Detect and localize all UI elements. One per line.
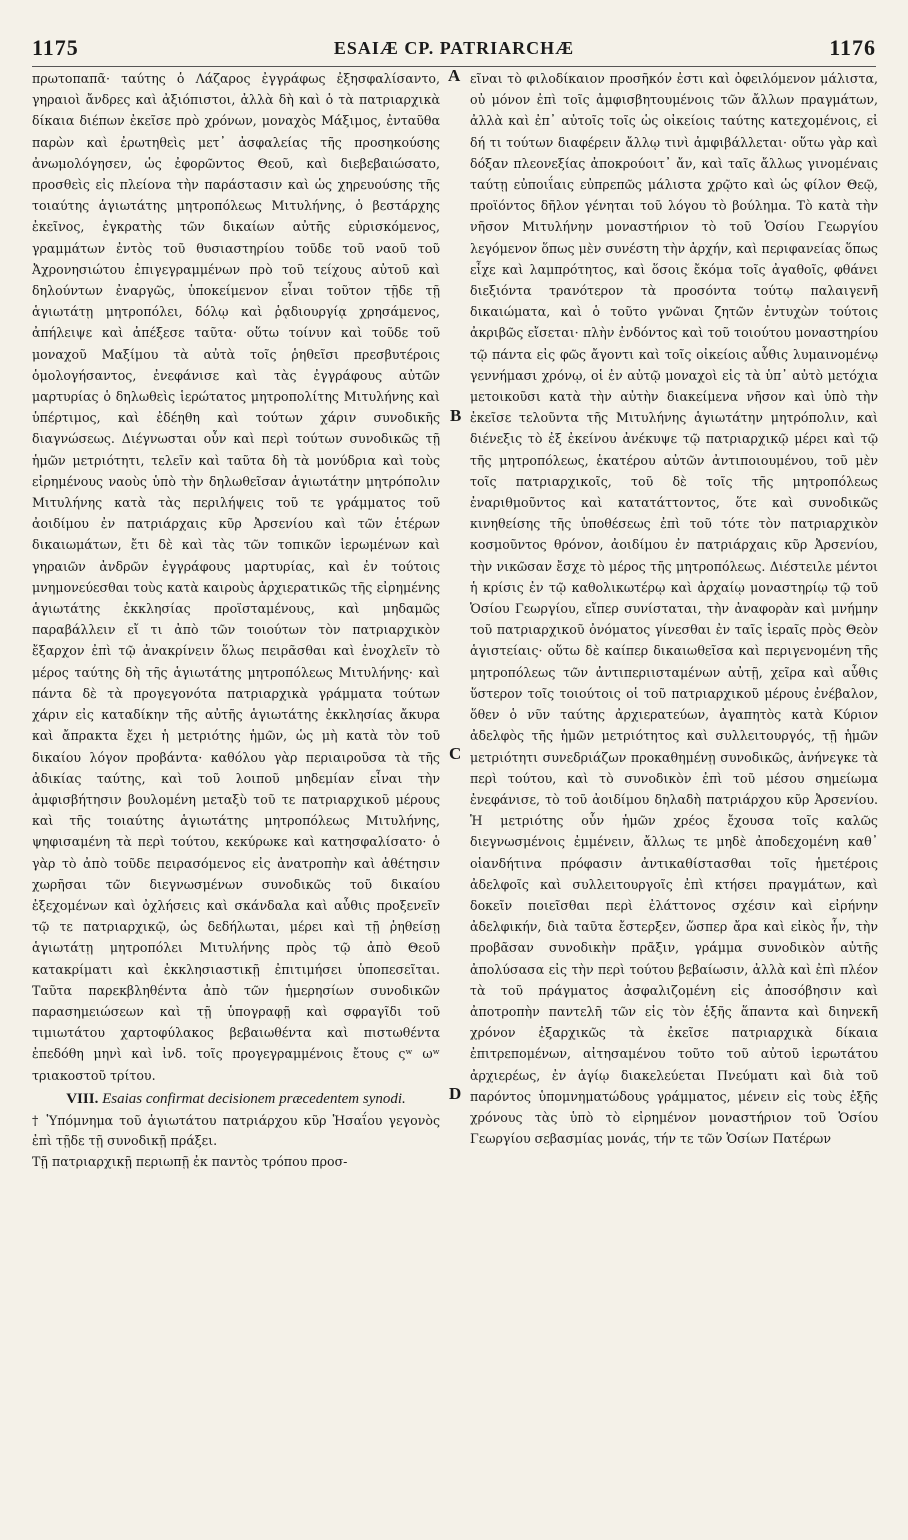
- page-number-right: 1176: [829, 35, 876, 60]
- section-title: Esaias confirmat decisionem præcedentem synodi.: [102, 1090, 406, 1107]
- margin-marker-d: D: [449, 1084, 462, 1103]
- section-continuation: Τῇ πατριαρχικῇ περιωπῇ ἐκ παντὸς τρόπου προσ-: [32, 1153, 348, 1169]
- section-heading: [32, 1090, 440, 1109]
- section-note: † Ὑπόμνημα τοῦ ἁγιωτάτου πατριάρχου κῦρ Ἡσαΐου γεγονὸς ἐπὶ τῇδε τῇ συνοδικῇ πράξει.: [32, 1112, 440, 1148]
- left-column: [32, 68, 440, 1172]
- right-column: [470, 68, 878, 1149]
- section-number: VIII.: [66, 1090, 99, 1107]
- running-title: ESAIÆ CP. PATRIARCHÆ: [333, 37, 575, 58]
- page-number-left: 1175: [32, 35, 79, 60]
- margin-marker-c: C: [449, 744, 462, 763]
- page-header: [32, 30, 876, 67]
- margin-marker-b: B: [450, 406, 462, 425]
- right-column-text: εῖναι τὸ φιλοδίκαιον προσῆκόν ἐστι καὶ ὀφειλόμενον μάλιστα, οὐ μόνον ἐπὶ τοῖς ἀμφισβητουμένοις τῶν ἄλλων πραγμάτων, ἀλλὰ καὶ ἐπ᾽ αὐτοῖς τοῖς ὡς οἰκείοις ταύτης κατεχομένοις, εἰ δή τι τούτων διαφέρειν ἄλλῳ τινὶ ἀμφιβάλλεται· οὕτω γὰρ καὶ δόξαν πλεονεξίας ἀποκρούοιτ᾽ ἄν, καὶ ταῖς ἄλλως γινομέναις ταύτῃ εὐποιΐαις εὐπρεπῶς μάλιστα χρῷτο καὶ ὡς φίλον Θεῷ, προϊόντος δῆλον γένηται τοῦ λόγου τὸ βούλημα. Τὸ κατὰ τὴν νῆσον Μιτυλήνην μοναστήριον τὸ τοῦ Ὁσίου Γεωργίου λεγόμενον ὅπως μὲν συνέστη τὴν ἀρχήν, καὶ περιφανείας ὅπως εἶχε καὶ λαμπρότητος, καὶ ὅσοις ἔκόμα τοῖς ἀγαθοῖς, φθάνει διεξιόντα τρανότερον τὰ προσόντα τούτῳ παλαιγενῆ δικαιώματα, καὶ ὁ τοῦτο γνῶναι ζητῶν ἐντυχὼν τούτοις ἀκριβῶς εἴσεται· πλὴν ἐνδόντος καὶ τοῦ τοιούτου μοναστηρίου τῷ πάντα εἰς φῶς ἄγοντι καὶ τοῖς οἰκείοις αὖθις λυμαινομένῳ γεννήμασι χρόνῳ, οἱ ἐν αὐτῷ μοναχοὶ εἰς τὰ ὑπ᾽ αὐτὸ μετόχια μετοικοῦσι κατὰ τὴν αὐτὴν διακείμενα νῆσον καὶ ὑπὸ τὴν ἐκεῖσε τελοῦντα τῆς Μιτυλήνης ἁγιωτάτην μητρόπολιν, καὶ διένεξις τὸ ἐξ ἐκείνου ἀνέκυψε τῷ πατριαρχικῷ μέρει καὶ τῷ τῆς μητροπόλεως, ἑκατέρου αὐτῶν ἀντιποιουμένου, τοῦ μὲν τοῖς πατριαρχικοῖς, τοῦ δὲ τοῖς τῆς μητροπόλεως ἐναριθμοῦντος καὶ κατατάττοντος, ὅτε καὶ συνοδικῶς κινηθείσης τῆς ὑποθέσεως ἐπὶ τοῦ τότε τὸν πατριαρχικὸν κοσμοῦντος θρόνον, ἀοιδίμου ἐν πατριάρχαις κῦρ Ἀρσενίου, τὴν νικῶσαν ἔσχε τὸ μέρος τῆς μητροπόλεως. Διέστειλε μέντοι ἡ κρίσις ἐν τῷ καθολικωτέρῳ καὶ ἀρχαίῳ μοναστηρίῳ τῷ τοῦ Ὁσίου Γεωργίου, εἴπερ συνίσταται, τὴν ἀναφορὰν καὶ μνήμην τοῦ πατριαρχικοῦ ὀνόματος γίνεσθαι ἐν ταῖς ἱεραῖς πρὸς Θεὸν ἁγιστείαις· οὕτω δὲ καίπερ δικαιωθεῖσα καὶ περιγενομένη τῆς μητροπόλεως τῶν ἀντιπεριισταμένων αὐτῇ, χεῖρα καὶ αὖθις ὕστερον τοῖς τοιούτοις οἱ τοῦ πατριαρχικοῦ μέρους ἐνέβαλον, ὅθεν ὁ νῦν ταύτης ἀρχιερατεύων, ἀγαπητὸς κατὰ Κύριον ἀδελφὸς τῆς ἡμῶν μετριότητος καὶ συλλειτουργός, τῇ ἡμῶν μετριότητι συνεδριάζων προκαθημένῃ συνοδικῶς, ἀνήνεγκε τὰ περὶ τούτου, καὶ τὸ συνοδικὸν ἐπὶ τοῦ μέσου σημείωμα ἐνεφάνισε, τὸ τοῦ ἀοιδίμου δηλαδὴ πατριάρχου κῦρ Ἀρσενίου. Ἡ μετριότης οὖν ἡμῶν χρέος ἔχουσα τοῖς καλῶς διεγνωσμένοις ἐμμένειν, ἄλλως τε μηδὲ ἀποδεχομένη καθ᾽ οἱανδήτινα πρόφασιν ἀντικαθίστασθαι τοῖς ἡμετέροις ἀδελφοῖς καὶ συλλειτουργοῖς ἐπὶ κτήσει πραγμάτων, καὶ δοκεῖν ποιεῖσθαι περὶ ἐλάττονος σχέσιν καὶ εἰρήνην ἀδελφικήν, διὰ ταῦτα ἔστερξεν, ὥσπερ ἄρα καὶ εἰκὸς ἦν, τὴν προβᾶσαν συνοδικὴν πρᾶξιν, γράμμα συνοδικὸν αὐτῆς ἀπολύσασα εἰς τὴν περὶ τούτου βεβαίωσιν, ἀλλὰ καὶ ἐπὶ πλέον τὰ τοῦ πράγματος ἀσφαλιζομένη εἰς ἀποσόβησιν καὶ ἀποτροπὴν παντελῆ τῶν εἰς τὸν ἑξῆς ἅπαντα καὶ διηνεκῆ χρόνον ἐξαρχικῶς τὰ ἐκεῖσε πατριαρχικὰ δίκαια ἐπιτρεπομένων, αἰτησαμένου τοῦτο τοῦ αὐτοῦ ἱερωτάτου ἀρχιερέως, ἐν ἁγίῳ διακελεύεται Πνεύματι καὶ διὰ τοῦ παρόντος ὑπομνηματώδους γράμματος, μένειν εἰς τοὺς ἑξῆς χρόνους τὰς ὑπὸ τὸ εἰρημένον μοναστήριον τοῦ Ὁσίου Γεωργίου σεβασμίας μονάς, τήν τε τῶν Ὁσίων Πατέρων: [470, 71, 878, 1147]
- margin-marker-a: A: [448, 66, 461, 85]
- left-column-text: πρωτοπαπᾶ· ταύτης ὁ Λάζαρος ἐγγράφως ἐξησφαλίσαντο, γηραιοὶ ἄνδρες καὶ ἀξιόπιστοι, ἀλλὰ δὴ καὶ ὁ τὰ πατριαρχικὰ δίκαια διέπων ἐκεῖσε πρὸ χρόνων, μοναχὸς Μάξιμος, ἐνταῦθα παρὼν καὶ ἐρωτηθεὶς μετ᾽ ἀσφαλείας τῆς προσηκούσης ἀνωμολόγησεν, ὡς ἐφορῶντος Θεοῦ, καὶ διεβεβαιώσατο, προσθεὶς εἰς πλείονα τὴν παράστασιν καὶ ὡς χηρευούσης τῆς τοιαύτης ἁγιωτάτης μητροπόλεως Μιτυλήνης, ὁ βεστάρχης ἐκεῖνος, ἐγκρατὴς τῶν δικαίων αὐτῆς εὑρισκόμενος, γραμμάτων ἐντὸς τοῦ θυσιαστηρίου τοῦδε τοῦ ναοῦ τοῦ Ἀχρονησιώτου ἐπιγεγραμμένων πρὸ τοῦ τείχους αὐτοῦ καὶ δηλούντων ἐναργῶς, ὑποκείμενον εἶναι τοῦτον τῇδε τῇ ἁγιωτάτῃ μητροπόλει, δόλῳ καὶ ῥᾳδιουργίᾳ χρησάμενος, ἀπήλειψε καὶ ἀπέξεσε ταῦτα· οὕτω τοίνυν καὶ τοῦδε τοῦ μοναχοῦ Μαξίμου τὰ αὐτὰ τοῖς ῥηθεῖσι πρεσβυτέροις ὁμολογήσαντος, ἐνεφάνισε καὶ τὰς ἐγγράφους αὐτῶν μαρτυρίας ὁ δηλωθεὶς ἱερώτατος μητροπολίτης Μιτυλήνης καὶ ὑπέρτιμος, καὶ ἐδέηθη καὶ τούτων χάριν συνοδικῆς διαγνώσεως. Διέγνωσται οὖν καὶ περὶ τούτων συνοδικῶς τῇ ἡμῶν μετριότητι, τελεῖν καὶ ταῦτα δὴ τὰ μονύδρια καὶ τοὺς εἰρημένους ναοὺς ὑπὸ τὴν δηλωθεῖσαν ἁγιωτάτην μητρόπολιν Μιτυλήνης κατὰ τὰς περιλήψεις τοῦ τε γράμματος τοῦ ἀοιδίμου ἐν πατριάρχαις κῦρ Ἀρσενίου καὶ τῶν ἑτέρων δικαιωμάτων, ἔτι δὲ καὶ τὰς τῶν τοπικῶν ἱερωμένων καὶ γηραιῶν ἀνδρῶν ἐγγράφους μαρτυρίας, καὶ ἐν τούτοις μνημονεύεσθαι τοὺς κατὰ καιροὺς ἀρχιερατικῶς τῆς εἰρημένης ἁγιωτάτης ἐκκλησίας προϊσταμένους, καὶ μηδαμῶς παραβάλλειν εἴ τι ἀπὸ τῶν τοιούτων τὸν πατριαρχικὸν ἔξαρχον ἐπὶ τῷ ἀνακρίνειν ὅλως πειρᾶσθαι καὶ ἐνοχλεῖν τὸ μέρος ταύτης δὴ τῆς ἁγιωτάτης μητροπόλεως Μιτυλήνης· καὶ πάντα δὲ τὰ προγεγονότα πατριαρχικὰ γράμματα τούτων χάριν εἰς καταδίκην τῆς αὐτῆς ἁγιωτάτης ἐκκλησίας ἄκυρα καὶ ἄπρακτα ἔχει ἡ μετριότης ἡμῶν, ὡς μὴ κατὰ τὸν τοῦ δικαίου λόγον προβάντα· καθόλου γὰρ περιαιροῦσα τὰ τῆς ἀδικίας ταύτης, καὶ τοῦ λοιποῦ μηδεμίαν εἶναι τὴν ἀμφισβήτησιν βουλομένη μεταξὺ τοῦ τε πατριαρχικοῦ μέρους καὶ τῆς τοιαύτης ἁγιωτάτης μητροπόλεως Μιτυλήνης, ψηφισαμένη τὰ περὶ τούτου, κεκύρωκε καὶ κατησφαλίσατο· ὁ γὰρ τὸ ἀπὸ τοῦδε πειρασόμενος εἰς ἀνατροπὴν καὶ ἀθέτησιν χωρῆσαι τῶν διεγνωσμένων συνοδικῶς τοῦ δικαίου ἐξεχομένων καὶ ὀχλήσεις καὶ σκάνδαλα καὶ αὖθις προξενεῖν τῷ τε πατριαρχικῷ, ὡς δεδήλωται, μέρει καὶ τῇ ῥηθείσῃ ἁγιωτάτῃ μητροπόλει Μιτυλήνης πρὸς τῷ ἀπὸ Θεοῦ κατακρίματι καὶ ἐκκλησιαστικῇ ἐπιτιμήσει ὑποπεσεῖται. Ταῦτα παρεκβληθέντα ἀπὸ τῶν ἡμερησίων συνοδικῶν παρασημειώσεων καὶ τῇ ὑπογραφῇ καὶ σφραγῖδι τοῦ τιμιωτάτου χαρτοφύλακος βεβαιωθέντα καὶ πιστωθέντα ἐπεδόθη μηνὶ καὶ ἰνδ. τοῖς προγεγραμμένοις ἔτους ςʷ ωʷ τριακοστοῦ τρίτου.: [32, 71, 440, 1083]
